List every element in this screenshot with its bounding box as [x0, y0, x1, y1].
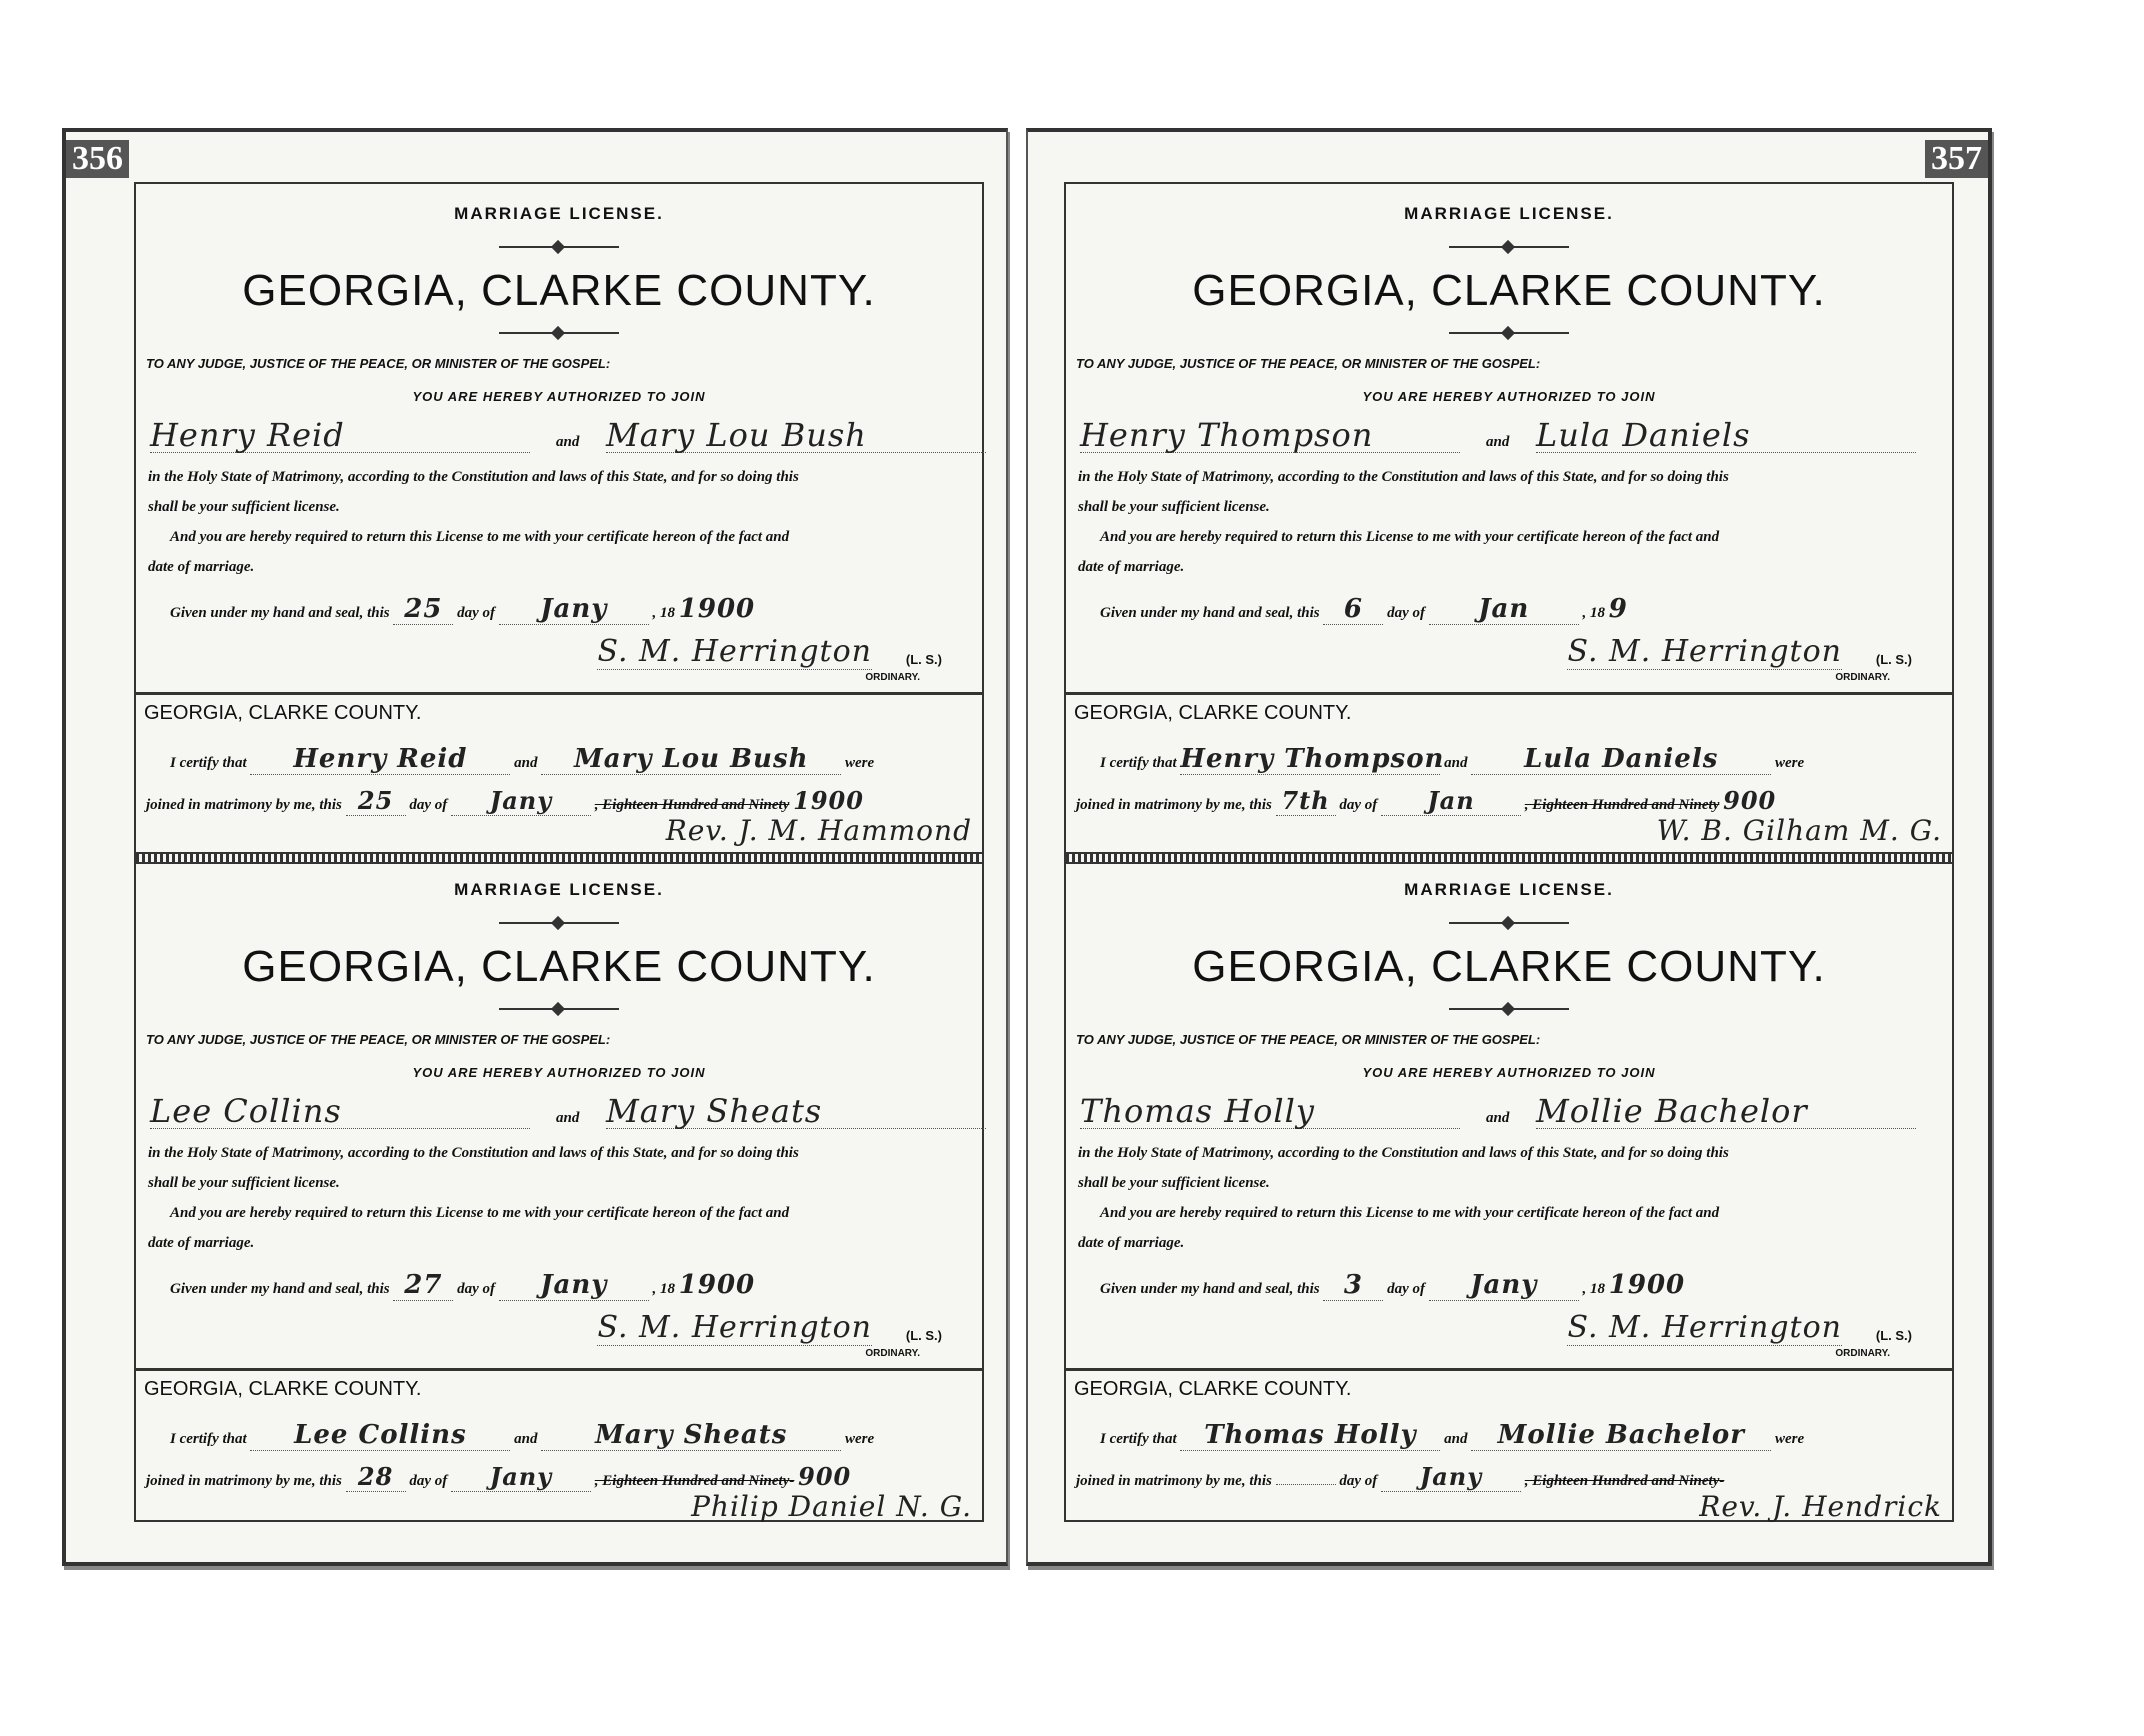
joined-label: joined in matrimony by me, this — [1076, 1473, 1272, 1489]
year-prefix: , 18 — [1582, 605, 1606, 621]
left-page — [62, 128, 1008, 1566]
license-header: MARRIAGE LICENSE. — [454, 880, 664, 899]
ordinary-signature: S. M. Herrington — [597, 634, 872, 669]
ordinary-label: ORDINARY. — [1835, 1348, 1890, 1359]
county-title: GEORGIA, CLARKE COUNTY. — [242, 266, 876, 315]
authorization-line: YOU ARE HEREBY AUTHORIZED TO JOIN — [412, 389, 706, 404]
holy-state-text: in the Holy State of Matrimony, according to the Constitution and laws of this State, and for so doing this — [148, 1145, 799, 1161]
given-row — [1100, 1270, 1942, 1301]
year-prefix: , 18 — [1582, 1281, 1606, 1297]
given-label: Given under my hand and seal, this — [1100, 605, 1320, 621]
certificate-month: Jan — [1381, 786, 1521, 816]
year-prefix: , 18 — [652, 1281, 676, 1297]
certificate-groom: Henry Reid — [250, 744, 510, 775]
and-label: and — [1486, 434, 1510, 450]
required-text: And you are hereby required to return this License to me with your certificate hereon of the fact and — [170, 1205, 790, 1221]
license-month: Jany — [499, 594, 649, 625]
certificate-month: Jany — [451, 1462, 591, 1492]
bride-name: Mary Lou Bush — [606, 416, 986, 453]
date-of-marriage-text: date of marriage. — [1078, 1235, 1185, 1251]
license-record — [1066, 860, 1952, 1524]
county-title: GEORGIA, CLARKE COUNTY. — [242, 942, 876, 991]
page-frame — [1064, 182, 1954, 1522]
and-label: and — [556, 1110, 580, 1126]
required-text: And you are hereby required to return this License to me with your certificate hereon of the fact and — [1100, 529, 1720, 545]
given-row — [1100, 594, 1942, 625]
certificate-and: and — [514, 1431, 538, 1447]
groom-name: Henry Thompson — [1080, 416, 1460, 453]
seal-mark: (L. S.) — [1875, 652, 1912, 667]
certificate-day: 28 — [346, 1462, 406, 1492]
bride-name: Mollie Bachelor — [1536, 1092, 1916, 1129]
ordinary-label: ORDINARY. — [865, 1348, 920, 1359]
license-day: 3 — [1323, 1270, 1383, 1301]
right-page — [1026, 128, 1992, 1566]
holy-state-text: in the Holy State of Matrimony, according to the Constitution and laws of this State, and for so doing this — [1078, 469, 1729, 485]
certificate-groom: Thomas Holly — [1180, 1420, 1440, 1451]
county-title: GEORGIA, CLARKE COUNTY. — [1192, 266, 1826, 315]
eighteen-hundred-label: , Eighteen Hundred and Ninety — [1524, 797, 1720, 813]
ornament-rule — [1449, 1008, 1569, 1010]
license-year: 1900 — [678, 594, 756, 624]
certificate-year: 1900 — [793, 786, 864, 815]
certificate-year: 900 — [798, 1462, 852, 1491]
day-of-label: day of — [457, 605, 496, 621]
were-label: were — [845, 1431, 875, 1447]
given-label: Given under my hand and seal, this — [1100, 1281, 1320, 1297]
license-day: 25 — [393, 594, 453, 625]
certify-row — [1100, 1420, 1942, 1451]
license-header: MARRIAGE LICENSE. — [1404, 204, 1614, 223]
given-label: Given under my hand and seal, this — [170, 1281, 390, 1297]
license-year: 9 — [1608, 594, 1628, 624]
sufficient-text: shall be your sufficient license. — [1078, 1175, 1270, 1191]
required-text: And you are hereby required to return this License to me with your certificate hereon of the fact and — [170, 529, 790, 545]
officiant-signature: Philip Daniel N. G. — [691, 1490, 972, 1523]
certificate-day: 7th — [1276, 786, 1336, 816]
authorization-line: YOU ARE HEREBY AUTHORIZED TO JOIN — [1362, 1065, 1656, 1080]
officiant-signature: Rev. J. Hendrick — [1699, 1490, 1942, 1523]
ordinary-label: ORDINARY. — [865, 672, 920, 683]
certificate-bride: Lula Daniels — [1471, 744, 1771, 775]
certify-row — [170, 1420, 972, 1451]
certify-label: I certify that — [1100, 755, 1177, 771]
salutation: TO ANY JUDGE, JUSTICE OF THE PEACE, OR MINISTER OF THE GOSPEL: — [1076, 1032, 1541, 1047]
eighteen-hundred-label: , Eighteen Hundred and Ninety- — [1524, 1473, 1725, 1489]
page-frame — [134, 182, 984, 1522]
groom-name: Henry Reid — [150, 416, 530, 453]
page-number: 357 — [1925, 140, 1988, 178]
salutation: TO ANY JUDGE, JUSTICE OF THE PEACE, OR MINISTER OF THE GOSPEL: — [146, 356, 611, 371]
sufficient-text: shall be your sufficient license. — [148, 1175, 340, 1191]
ornament-rule — [499, 246, 619, 248]
license-header: MARRIAGE LICENSE. — [454, 204, 664, 223]
were-label: were — [845, 755, 875, 771]
and-label: and — [1486, 1110, 1510, 1126]
authorization-line: YOU ARE HEREBY AUTHORIZED TO JOIN — [1362, 389, 1656, 404]
certificate-and: and — [514, 755, 538, 771]
certificate-groom: Henry Thompson — [1180, 744, 1445, 774]
eighteen-hundred-label: , Eighteen Hundred and Ninety — [594, 797, 790, 813]
license-header: MARRIAGE LICENSE. — [1404, 880, 1614, 899]
salutation: TO ANY JUDGE, JUSTICE OF THE PEACE, OR MINISTER OF THE GOSPEL: — [146, 1032, 611, 1047]
officiant-signature: Rev. J. M. Hammond — [665, 814, 972, 847]
certify-row — [1100, 744, 1942, 775]
date-of-marriage-text: date of marriage. — [148, 1235, 255, 1251]
ordinary-signature: S. M. Herrington — [597, 1310, 872, 1345]
certificate-county: GEORGIA, CLARKE COUNTY. — [1074, 1378, 1352, 1400]
certificate-rule — [136, 692, 982, 695]
groom-name: Thomas Holly — [1080, 1092, 1460, 1129]
day-of-label: day of — [457, 1281, 496, 1297]
salutation: TO ANY JUDGE, JUSTICE OF THE PEACE, OR MINISTER OF THE GOSPEL: — [1076, 356, 1541, 371]
license-year: 1900 — [678, 1270, 756, 1300]
seal-mark: (L. S.) — [1875, 1328, 1912, 1343]
certificate-county: GEORGIA, CLARKE COUNTY. — [144, 702, 422, 724]
given-row — [170, 594, 972, 625]
certificate-day-of: day of — [409, 1473, 448, 1489]
ordinary-label: ORDINARY. — [1835, 672, 1890, 683]
license-record — [136, 860, 982, 1524]
were-label: were — [1775, 755, 1805, 771]
and-label: and — [556, 434, 580, 450]
joined-label: joined in matrimony by me, this — [146, 797, 342, 813]
year-prefix: , 18 — [652, 605, 676, 621]
certificate-county: GEORGIA, CLARKE COUNTY. — [1074, 702, 1352, 724]
certificate-bride: Mary Sheats — [541, 1420, 841, 1451]
certificate-rule — [1066, 692, 1952, 695]
license-month: Jany — [499, 1270, 649, 1301]
certify-row — [170, 744, 972, 775]
ornament-rule — [1449, 332, 1569, 334]
day-of-label: day of — [1387, 605, 1426, 621]
ornament-rule — [499, 922, 619, 924]
certificate-rule — [1066, 1368, 1952, 1371]
ornament-rule — [499, 1008, 619, 1010]
day-of-label: day of — [1387, 1281, 1426, 1297]
seal-mark: (L. S.) — [905, 652, 942, 667]
bride-name: Mary Sheats — [606, 1092, 986, 1129]
license-year: 1900 — [1608, 1270, 1686, 1300]
were-label: were — [1775, 1431, 1805, 1447]
certificate-day-of: day of — [1339, 1473, 1378, 1489]
certificate-day-of: day of — [409, 797, 448, 813]
ordinary-signature: S. M. Herrington — [1567, 1310, 1842, 1345]
joined-label: joined in matrimony by me, this — [146, 1473, 342, 1489]
ornament-rule — [1449, 246, 1569, 248]
authorization-line: YOU ARE HEREBY AUTHORIZED TO JOIN — [412, 1065, 706, 1080]
given-label: Given under my hand and seal, this — [170, 605, 390, 621]
license-month: Jan — [1429, 594, 1579, 625]
seal-mark: (L. S.) — [905, 1328, 942, 1343]
given-row — [170, 1270, 972, 1301]
joined-row — [1076, 786, 1942, 816]
ornament-rule — [1449, 922, 1569, 924]
license-month: Jany — [1429, 1270, 1579, 1301]
license-record — [1066, 184, 1952, 852]
certificate-month: Jany — [451, 786, 591, 816]
county-title: GEORGIA, CLARKE COUNTY. — [1192, 942, 1826, 991]
license-day: 27 — [393, 1270, 453, 1301]
certificate-and: and — [1444, 755, 1468, 771]
certificate-day: 25 — [346, 786, 406, 816]
certify-label: I certify that — [170, 1431, 247, 1447]
sufficient-text: shall be your sufficient license. — [148, 499, 340, 515]
certify-label: I certify that — [170, 755, 247, 771]
ornament-rule — [499, 332, 619, 334]
certificate-bride: Mollie Bachelor — [1471, 1420, 1771, 1451]
certificate-month: Jany — [1381, 1462, 1521, 1492]
date-of-marriage-text: date of marriage. — [1078, 559, 1185, 575]
certificate-day-of: day of — [1339, 797, 1378, 813]
bride-name: Lula Daniels — [1536, 416, 1916, 453]
certificate-and: and — [1444, 1431, 1468, 1447]
groom-name: Lee Collins — [150, 1092, 530, 1129]
officiant-signature: W. B. Gilham M. G. — [1656, 814, 1942, 847]
certificate-day — [1276, 1484, 1336, 1485]
holy-state-text: in the Holy State of Matrimony, according to the Constitution and laws of this State, and for so doing this — [148, 469, 799, 485]
ordinary-signature: S. M. Herrington — [1567, 634, 1842, 669]
joined-label: joined in matrimony by me, this — [1076, 797, 1272, 813]
page-number: 356 — [66, 140, 129, 178]
eighteen-hundred-label: , Eighteen Hundred and Ninety- — [594, 1473, 795, 1489]
joined-row — [1076, 1462, 1942, 1492]
required-text: And you are hereby required to return this License to me with your certificate hereon of the fact and — [1100, 1205, 1720, 1221]
certificate-groom: Lee Collins — [250, 1420, 510, 1451]
joined-row — [146, 1462, 972, 1492]
license-day: 6 — [1323, 594, 1383, 625]
certify-label: I certify that — [1100, 1431, 1177, 1447]
license-record — [136, 184, 982, 852]
certificate-year: 900 — [1723, 786, 1777, 815]
sufficient-text: shall be your sufficient license. — [1078, 499, 1270, 515]
holy-state-text: in the Holy State of Matrimony, according to the Constitution and laws of this State, and for so doing this — [1078, 1145, 1729, 1161]
certificate-rule — [136, 1368, 982, 1371]
joined-row — [146, 786, 972, 816]
date-of-marriage-text: date of marriage. — [148, 559, 255, 575]
certificate-bride: Mary Lou Bush — [541, 744, 841, 775]
certificate-county: GEORGIA, CLARKE COUNTY. — [144, 1378, 422, 1400]
